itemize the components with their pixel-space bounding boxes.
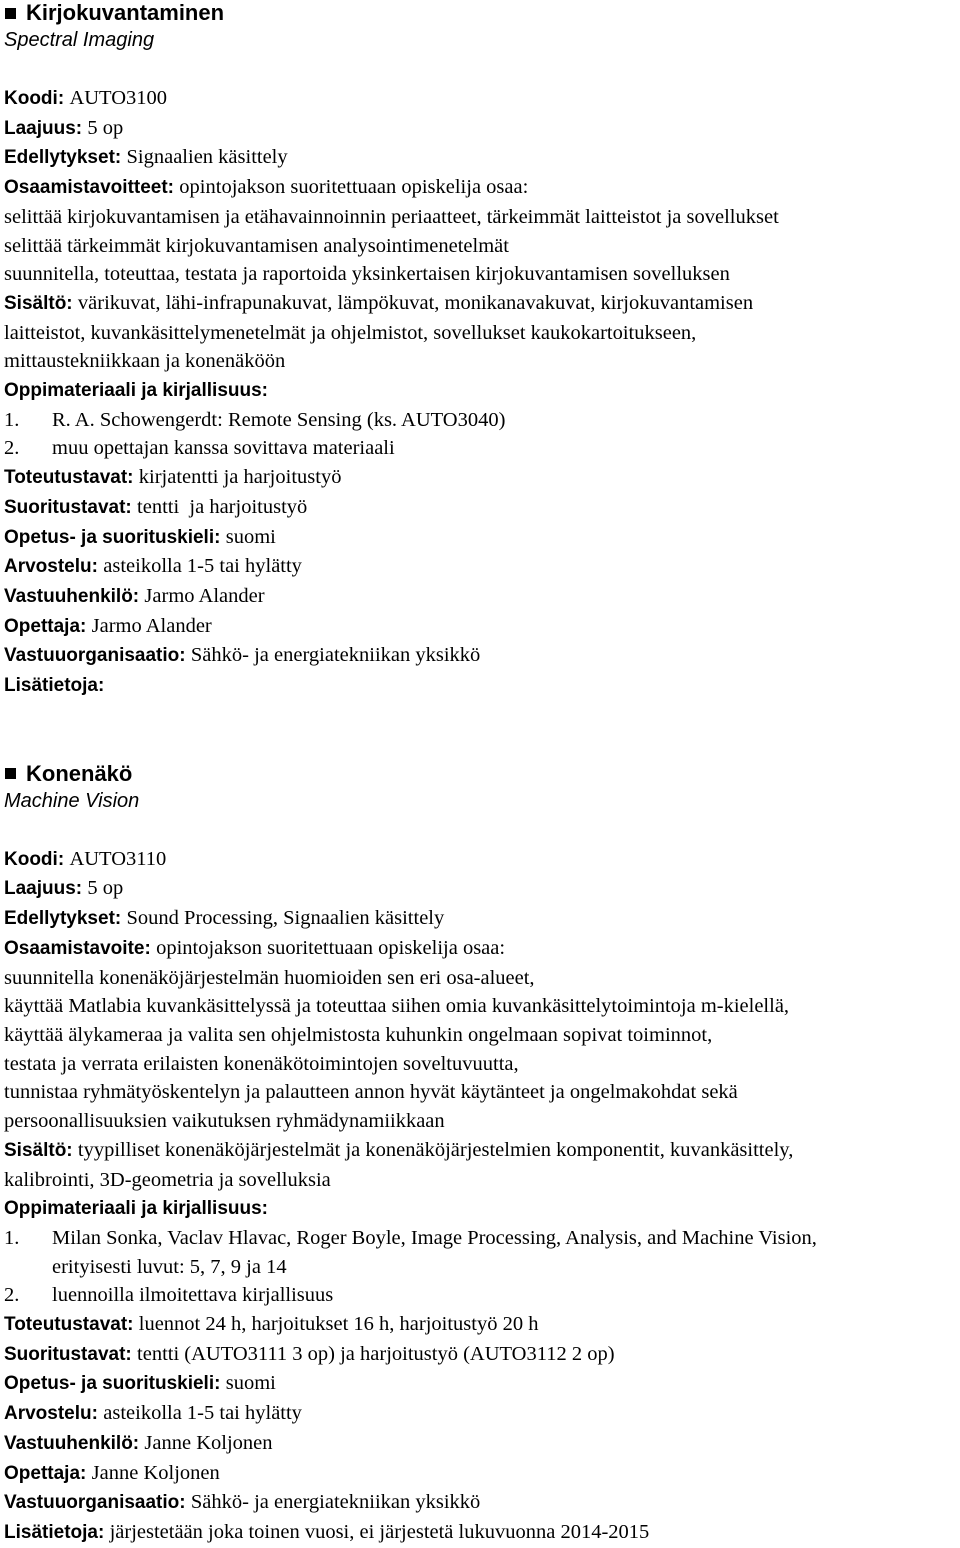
impl-row xyxy=(4,1310,958,1340)
material-item xyxy=(4,406,958,435)
code-label: Koodi: xyxy=(4,88,65,109)
language-row xyxy=(4,1369,958,1399)
square-bullet-icon xyxy=(5,8,16,19)
materials-row xyxy=(4,376,958,406)
grading-label: Arvostelu: xyxy=(4,1403,98,1425)
impl-row xyxy=(4,463,958,493)
course-heading xyxy=(4,761,958,787)
scope-row xyxy=(4,114,958,144)
material-number: 1. xyxy=(4,1226,20,1249)
language-value: suomi xyxy=(225,525,276,548)
material-text: R. A. Schowengerdt: Remote Sensing (ks. AUTO3040) xyxy=(52,408,506,431)
organisation-row xyxy=(4,1488,958,1518)
course-title: Konenäkö xyxy=(26,760,133,786)
goal-item: selittää tärkeimmät kirjokuvantamisen analysointimenetelmät xyxy=(4,234,509,257)
goals-row xyxy=(4,173,958,203)
material-text: Milan Sonka, Vaclav Hlavac, Roger Boyle, Image Processing, Analysis, and Machine Vision, xyxy=(52,1226,817,1249)
content-text: laitteistot, kuvankäsittelymenetelmät ja ohjelmistot, sovellukset kaukokartoitukseen, xyxy=(4,321,697,344)
material-text-continued: erityisesti luvut: 5, 7, 9 ja 14 xyxy=(52,1255,287,1278)
responsible-value: Janne Koljonen xyxy=(144,1431,273,1454)
scope-label: Laajuus: xyxy=(4,878,83,900)
materials-row xyxy=(4,1194,958,1224)
completion-value: tentti (AUTO3111 3 op) ja harjoitustyö (AUTO3112 2 op) xyxy=(137,1342,615,1365)
grading-value: asteikolla 1-5 tai hylätty xyxy=(103,555,302,578)
prereq-label: Edellytykset: xyxy=(4,147,122,169)
teacher-label: Opettaja: xyxy=(4,615,87,637)
goal-item: suunnitella konenäköjärjestelmän huomioiden sen eri osa-alueet, xyxy=(4,966,535,989)
goal-item: selittää kirjokuvantamisen ja etähavainnoinnin periaatteet, tärkeimmät laitteistot ja sovellukset xyxy=(4,205,779,228)
info-label: Lisätietoja: xyxy=(4,1521,105,1543)
info-row xyxy=(4,1518,958,1548)
goal-item: käyttää Matlabia kuvankäsittelyssä ja toteuttaa siihen omia kuvankäsittelytoimintoja m-kielellä, xyxy=(4,995,790,1018)
course-subtitle: Machine Vision xyxy=(4,789,140,812)
content-label: Sisältö: xyxy=(4,292,73,314)
materials-label: Oppimateriaali ja kirjallisuus: xyxy=(4,1198,268,1220)
content-text: mittaustekniikkaan ja konenäköön xyxy=(4,350,286,373)
organisation-label: Vastuuorganisaatio: xyxy=(4,645,186,667)
prereq-row xyxy=(4,904,958,934)
teacher-value: Janne Koljonen xyxy=(91,1461,220,1484)
responsible-value: Jarmo Alander xyxy=(144,584,265,607)
course-section-konenako xyxy=(4,761,958,1548)
content-text: värikuvat, lähi-infrapunakuvat, lämpökuvat, monikanavakuvat, kirjokuvantamisen xyxy=(77,291,754,314)
prereq-label: Edellytykset: xyxy=(4,908,122,930)
material-number: 2. xyxy=(4,437,20,460)
language-label: Opetus- ja suorituskieli: xyxy=(4,1373,221,1395)
material-item xyxy=(4,1224,958,1281)
goals-label: Osaamistavoite: xyxy=(4,937,151,959)
prereq-value: Sound Processing, Signaalien käsittely xyxy=(126,907,445,930)
grading-row xyxy=(4,1399,958,1429)
completion-row xyxy=(4,1340,958,1370)
completion-row xyxy=(4,493,958,523)
goal-item: käyttää älykameraa ja valita sen ohjelmistosta kuhunkin ongelmaan sopivat toiminnot, xyxy=(4,1023,713,1046)
content-row xyxy=(4,289,958,319)
info-row xyxy=(4,671,958,701)
content-text: tyypilliset konenäköjärjestelmät ja konenäköjärjestelmien komponentit, kuvankäsittely, xyxy=(77,1138,794,1161)
content-text: kalibrointi, 3D-geometria ja sovelluksia xyxy=(4,1168,331,1191)
language-value: suomi xyxy=(225,1372,276,1395)
teacher-row xyxy=(4,1459,958,1489)
course-subtitle: Spectral Imaging xyxy=(4,29,155,51)
material-item xyxy=(4,1281,958,1310)
teacher-value: Jarmo Alander xyxy=(91,614,212,637)
impl-value: kirjatentti ja harjoitustyö xyxy=(138,466,342,489)
material-number: 1. xyxy=(4,408,20,431)
grading-label: Arvostelu: xyxy=(4,556,98,578)
completion-value: tentti ja harjoitustyö xyxy=(137,495,308,518)
scope-row xyxy=(4,874,958,904)
goals-label: Osaamistavoitteet: xyxy=(4,177,175,199)
goals-row xyxy=(4,934,958,964)
grading-value: asteikolla 1-5 tai hylätty xyxy=(103,1402,302,1425)
course-heading xyxy=(4,0,958,26)
content-label: Sisältö: xyxy=(4,1139,73,1161)
goals-intro: opintojakson suoritettuaan opiskelija osaa: xyxy=(156,936,506,959)
materials-label: Oppimateriaali ja kirjallisuus: xyxy=(4,380,268,402)
goal-item: testata ja verrata erilaisten konenäkötoimintojen soveltuvuutta, xyxy=(4,1052,519,1075)
material-number: 2. xyxy=(4,1284,20,1307)
organisation-value: Sähkö- ja energiatekniikan yksikkö xyxy=(190,644,481,667)
document-page xyxy=(4,0,958,1548)
completion-label: Suoritustavat: xyxy=(4,496,132,518)
material-text: muu opettajan kanssa sovittava materiaali xyxy=(52,437,395,460)
grading-row xyxy=(4,552,958,582)
goals-intro: opintojakson suoritettuaan opiskelija osaa: xyxy=(179,176,529,199)
code-row xyxy=(4,84,958,114)
info-value: järjestetään joka toinen vuosi, ei järjestetä lukuvuonna 2014-2015 xyxy=(109,1520,650,1543)
completion-label: Suoritustavat: xyxy=(4,1343,132,1365)
info-label: Lisätietoja: xyxy=(4,675,105,697)
prereq-value: Signaalien käsittely xyxy=(126,146,288,169)
language-row xyxy=(4,523,958,553)
code-value: AUTO3100 xyxy=(69,87,168,109)
course-title: Kirjokuvantaminen xyxy=(26,0,225,25)
impl-value: luennot 24 h, harjoitukset 16 h, harjoitustyö 20 h xyxy=(138,1313,539,1336)
teacher-label: Opettaja: xyxy=(4,1462,87,1484)
organisation-label: Vastuuorganisaatio: xyxy=(4,1492,186,1514)
teacher-row xyxy=(4,612,958,642)
prereq-row xyxy=(4,143,958,173)
goal-item: persoonallisuuksien vaikutuksen ryhmädynamiikkaan xyxy=(4,1110,445,1133)
material-item xyxy=(4,434,958,463)
impl-label: Toteutustavat: xyxy=(4,467,134,489)
goal-item: tunnistaa ryhmätyöskentelyn ja palautteen annon hyvät käytänteet ja ongelmakohdat sekä xyxy=(4,1081,738,1104)
content-row xyxy=(4,1136,958,1166)
responsible-label: Vastuuhenkilö: xyxy=(4,585,140,607)
code-value: AUTO3110 xyxy=(69,847,167,870)
scope-label: Laajuus: xyxy=(4,117,83,139)
square-bullet-icon xyxy=(5,768,16,779)
scope-value: 5 op xyxy=(87,116,124,139)
impl-label: Toteutustavat: xyxy=(4,1314,134,1336)
organisation-value: Sähkö- ja energiatekniikan yksikkö xyxy=(190,1491,481,1514)
code-label: Koodi: xyxy=(4,848,65,870)
responsible-label: Vastuuhenkilö: xyxy=(4,1432,140,1454)
responsible-row xyxy=(4,582,958,612)
code-row xyxy=(4,845,958,875)
responsible-row xyxy=(4,1429,958,1459)
goal-item: suunnitella, toteuttaa, testata ja raportoida yksinkertaisen kirjokuvantamisen sovelluksen xyxy=(4,263,730,286)
language-label: Opetus- ja suorituskieli: xyxy=(4,526,221,548)
organisation-row xyxy=(4,641,958,671)
material-text: luennoilla ilmoitettava kirjallisuus xyxy=(52,1284,334,1307)
course-section-kirjokuvantaminen xyxy=(4,0,958,701)
scope-value: 5 op xyxy=(87,877,124,900)
